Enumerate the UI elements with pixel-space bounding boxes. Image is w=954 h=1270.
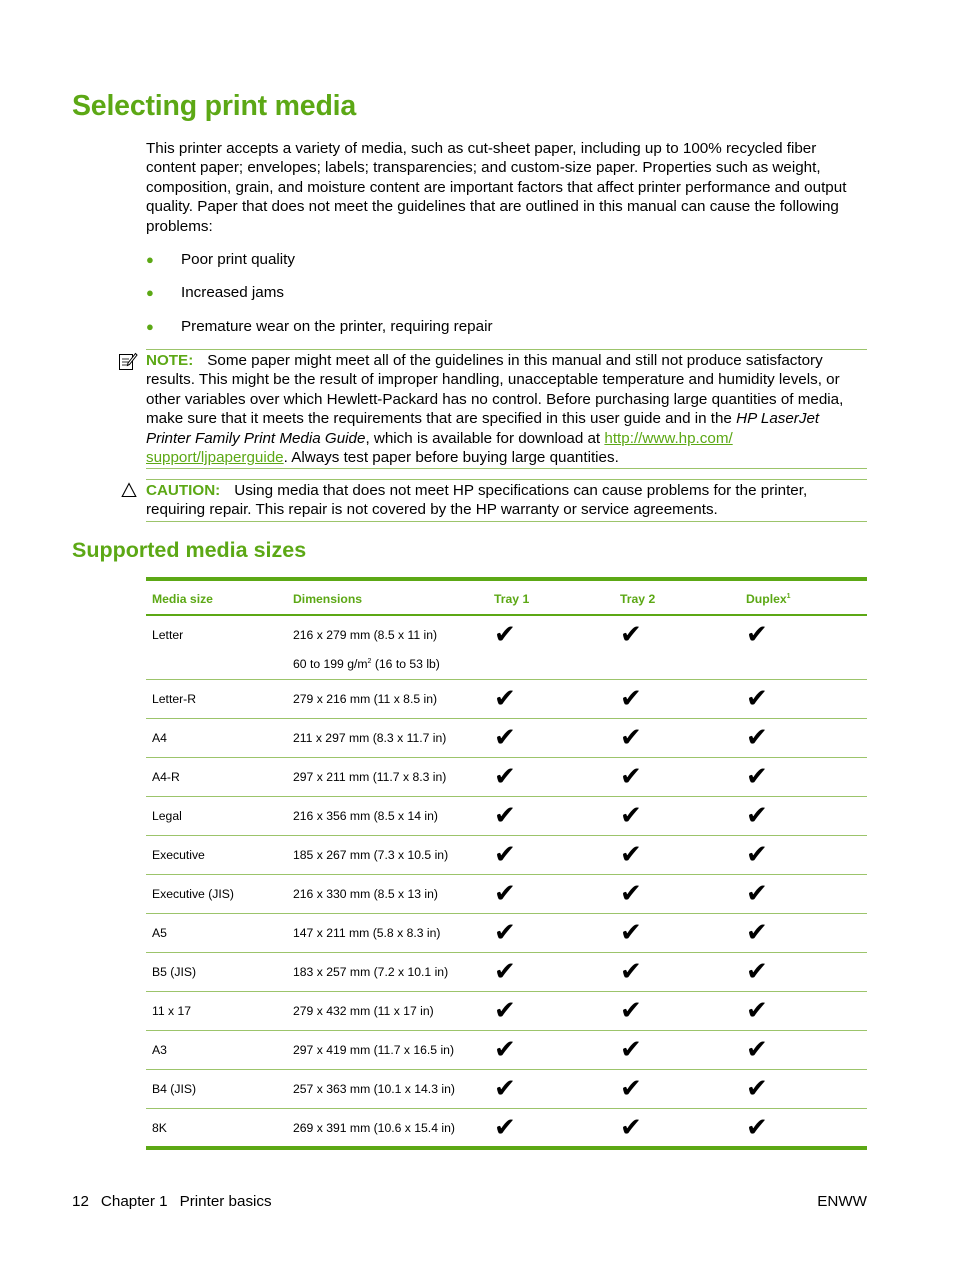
note-label: NOTE: xyxy=(146,352,194,369)
media-size-cell: Legal xyxy=(146,797,287,836)
tray2-cell xyxy=(614,836,740,875)
checkmark-icon: ✔ xyxy=(746,1113,768,1143)
guide-link[interactable]: http://www.hp.com/ support/ljpaperguide xyxy=(146,429,733,467)
media-size-cell: A5 xyxy=(146,914,287,953)
dimensions-cell: 183 x 257 mm (7.2 x 10.1 in) xyxy=(287,953,488,992)
dimensions-cell: 269 x 391 mm (10.6 x 15.4 in) xyxy=(293,1121,455,1135)
checkmark-icon: ✔ xyxy=(620,684,642,714)
dimensions-cell: 297 x 211 mm (11.7 x 8.3 in) xyxy=(287,758,488,797)
duplex-cell xyxy=(740,1109,867,1148)
caution-box xyxy=(146,479,867,522)
tray2-cell xyxy=(614,758,740,797)
header-tray2: Tray 2 xyxy=(614,579,740,615)
tray2-cell xyxy=(614,1070,740,1109)
duplex-cell xyxy=(740,719,867,758)
checkmark-icon: ✔ xyxy=(620,1074,642,1104)
table-row xyxy=(146,1070,867,1109)
media-size-table xyxy=(146,577,867,1150)
dimensions-cell: 147 x 211 mm (5.8 x 8.3 in) xyxy=(287,914,488,953)
duplex-cell xyxy=(740,914,867,953)
dimensions-cell: 216 x 279 mm (8.5 x 11 in) 60 to 199 $g/m^2$ (16 to 53 lb) xyxy=(287,615,488,680)
checkmark-icon: ✔ xyxy=(494,1113,516,1143)
table-row xyxy=(146,1031,867,1070)
duplex-cell xyxy=(740,1070,867,1109)
dimensions-cell: 279 x 216 mm (11 x 8.5 in) xyxy=(287,680,488,719)
table-row xyxy=(146,615,867,680)
checkmark-icon: ✔ xyxy=(494,996,516,1026)
checkmark-icon: ✔ xyxy=(620,620,642,650)
table-header-row xyxy=(146,579,867,615)
media-size-cell: A3 xyxy=(146,1031,287,1070)
checkmark-icon: ✔ xyxy=(494,1074,516,1104)
tray2-cell xyxy=(614,953,740,992)
media-size-cell: A4 xyxy=(146,719,287,758)
duplex-cell xyxy=(740,758,867,797)
tray1-cell xyxy=(488,1070,614,1109)
checkmark-icon: ✔ xyxy=(620,762,642,792)
table-row xyxy=(146,1109,867,1148)
table-row xyxy=(146,680,867,719)
checkmark-icon: ✔ xyxy=(746,684,768,714)
checkmark-icon: ✔ xyxy=(494,918,516,948)
checkmark-icon: ✔ xyxy=(494,620,516,650)
checkmark-icon: ✔ xyxy=(494,840,516,870)
caution-text: Using media that does not meet HP specifications can cause problems for the printer, requiring repair. This repair is not covered by the HP warranty or service agreements. xyxy=(146,482,808,519)
tray1-cell xyxy=(488,1109,614,1148)
note-text: Some paper might meet all of the guidelines in this manual and still not produce satisfactory results. This might be the result of improper handling, unacceptable temperature and humidity levels, or other variables over which Hewlett-Packard has no control. Before purchasing large quantities of media, make sure that it meets the requirements that are specified in this user guide and in the xyxy=(146,352,844,428)
checkmark-icon: ✔ xyxy=(620,723,642,753)
checkmark-icon: ✔ xyxy=(746,762,768,792)
tray1-cell xyxy=(488,875,614,914)
table-row xyxy=(146,758,867,797)
dimensions-cell: 216 x 356 mm (8.5 x 14 in) xyxy=(287,797,488,836)
checkmark-icon: ✔ xyxy=(746,801,768,831)
media-size-cell: 8K xyxy=(152,1121,167,1135)
dimensions-cell: 216 x 330 mm (8.5 x 13 in) xyxy=(287,875,488,914)
page-number: 12 xyxy=(72,1193,89,1210)
checkmark-icon: ✔ xyxy=(494,762,516,792)
header-duplex: Duplex$^1$ xyxy=(740,579,867,615)
table-row xyxy=(146,719,867,758)
duplex-cell xyxy=(740,953,867,992)
tray1-cell xyxy=(488,992,614,1031)
tray1-cell xyxy=(488,797,614,836)
tray2-cell xyxy=(614,875,740,914)
media-size-cell: Executive xyxy=(146,836,287,875)
checkmark-icon: ✔ xyxy=(620,1035,642,1065)
tray2-cell xyxy=(614,680,740,719)
footnote-marker: 1 xyxy=(786,592,791,600)
bullet-icon: ● xyxy=(146,319,154,334)
duplex-cell xyxy=(740,836,867,875)
checkmark-icon: ✔ xyxy=(494,801,516,831)
weight-range: 60 to 199 $g/m^2$ (16 to 53 lb) xyxy=(293,657,440,671)
checkmark-icon: ✔ xyxy=(494,957,516,987)
dimensions-cell: 297 x 419 mm (11.7 x 16.5 in) xyxy=(287,1031,488,1070)
dimensions-cell: 257 x 363 mm (10.1 x 14.3 in) xyxy=(287,1070,488,1109)
table-row xyxy=(146,797,867,836)
footer-right: ENWW xyxy=(817,1193,867,1210)
chapter-title: Printer basics xyxy=(179,1193,272,1210)
table-row xyxy=(146,992,867,1031)
duplex-cell xyxy=(740,797,867,836)
note-icon xyxy=(118,351,138,371)
media-size-cell: Executive (JIS) xyxy=(146,875,287,914)
tray1-cell xyxy=(488,953,614,992)
checkmark-icon: ✔ xyxy=(746,1035,768,1065)
tray1-cell xyxy=(488,1031,614,1070)
dimensions-cell: 211 x 297 mm (8.3 x 11.7 in) xyxy=(287,719,488,758)
table-row xyxy=(146,914,867,953)
checkmark-icon: ✔ xyxy=(620,996,642,1026)
header-media-size: Media size xyxy=(146,579,287,615)
media-size-cell: Letter-R xyxy=(146,680,287,719)
guide-title: HP LaserJet Printer Family Print Media Guide xyxy=(146,410,820,447)
checkmark-icon: ✔ xyxy=(494,1035,516,1065)
page-title: Selecting print media xyxy=(72,90,357,122)
header-tray1: Tray 1 xyxy=(488,579,614,615)
table-row xyxy=(146,875,867,914)
tray1-cell xyxy=(488,615,614,680)
bullet-icon: ● xyxy=(146,252,154,267)
checkmark-icon: ✔ xyxy=(746,996,768,1026)
checkmark-icon: ✔ xyxy=(746,957,768,987)
media-size-cell: B4 (JIS) xyxy=(146,1070,287,1109)
tray1-cell xyxy=(488,758,614,797)
media-size-cell: B5 (JIS) xyxy=(146,953,287,992)
tray2-cell xyxy=(614,1031,740,1070)
duplex-cell xyxy=(740,875,867,914)
duplex-cell xyxy=(740,615,867,680)
checkmark-icon: ✔ xyxy=(746,879,768,909)
dimensions-cell: 279 x 432 mm (11 x 17 in) xyxy=(287,992,488,1031)
tray2-cell xyxy=(614,1109,740,1148)
bullet-icon: ● xyxy=(146,285,154,300)
tray1-cell xyxy=(488,680,614,719)
checkmark-icon: ✔ xyxy=(494,723,516,753)
tray2-cell xyxy=(614,914,740,953)
checkmark-icon: ✔ xyxy=(494,684,516,714)
tray2-cell xyxy=(614,797,740,836)
dimensions-cell: 185 x 267 mm (7.3 x 10.5 in) xyxy=(287,836,488,875)
caution-label: CAUTION: xyxy=(146,482,221,499)
checkmark-icon: ✔ xyxy=(620,840,642,870)
duplex-cell xyxy=(740,680,867,719)
checkmark-icon: ✔ xyxy=(746,840,768,870)
checkmark-icon: ✔ xyxy=(746,918,768,948)
tray1-cell xyxy=(488,836,614,875)
header-dimensions: Dimensions xyxy=(287,579,488,615)
checkmark-icon: ✔ xyxy=(746,723,768,753)
chapter-label: Chapter 1 xyxy=(100,1193,168,1210)
media-size-cell: A4-R xyxy=(146,758,287,797)
checkmark-icon: ✔ xyxy=(746,1074,768,1104)
media-size-cell: 11 x 17 xyxy=(146,992,287,1031)
intro-paragraph: This printer accepts a variety of media, such as cut-sheet paper, including up to 100% recycled fiber content paper; envelopes; labels; transparencies; and custom-size paper. Properties such as weight, composition, grain, and moisture content are important factors that affect printer performance and output quality. Paper that does not meet the guidelines that are outlined in this manual can cause the following problems: xyxy=(146,140,847,235)
footer-left xyxy=(72,1193,272,1210)
checkmark-icon: ✔ xyxy=(620,957,642,987)
tray1-cell xyxy=(488,719,614,758)
caution-icon xyxy=(121,482,137,498)
duplex-cell xyxy=(740,992,867,1031)
checkmark-icon: ✔ xyxy=(746,620,768,650)
checkmark-icon: ✔ xyxy=(620,879,642,909)
checkmark-icon: ✔ xyxy=(620,918,642,948)
note-box: NOTE: Some paper might meet all of the guidelines in this manual and still not produce satisfactory results. This might be the result of improper handling, unacceptable temperature and humidity levels, or other variables over which Hewlett-Packard has no control. Before purchasing large quantities of media, make sure that it meets the requirements that are specified in this user guide and in the HP LaserJet Printer Family Print Media Guide, which is available for download at http://www.hp.com/ support/ljpaperguide. Always test paper before buying large quantities. xyxy=(146,349,867,469)
table-row xyxy=(146,836,867,875)
table-row xyxy=(146,953,867,992)
tray2-cell xyxy=(614,992,740,1031)
duplex-cell xyxy=(740,1031,867,1070)
tray2-cell xyxy=(614,719,740,758)
section-title: Supported media sizes xyxy=(72,538,307,562)
checkmark-icon: ✔ xyxy=(620,801,642,831)
media-size-cell: Letter xyxy=(146,615,287,680)
checkmark-icon: ✔ xyxy=(494,879,516,909)
tray1-cell xyxy=(488,914,614,953)
tray2-cell xyxy=(614,615,740,680)
checkmark-icon: ✔ xyxy=(620,1113,642,1143)
